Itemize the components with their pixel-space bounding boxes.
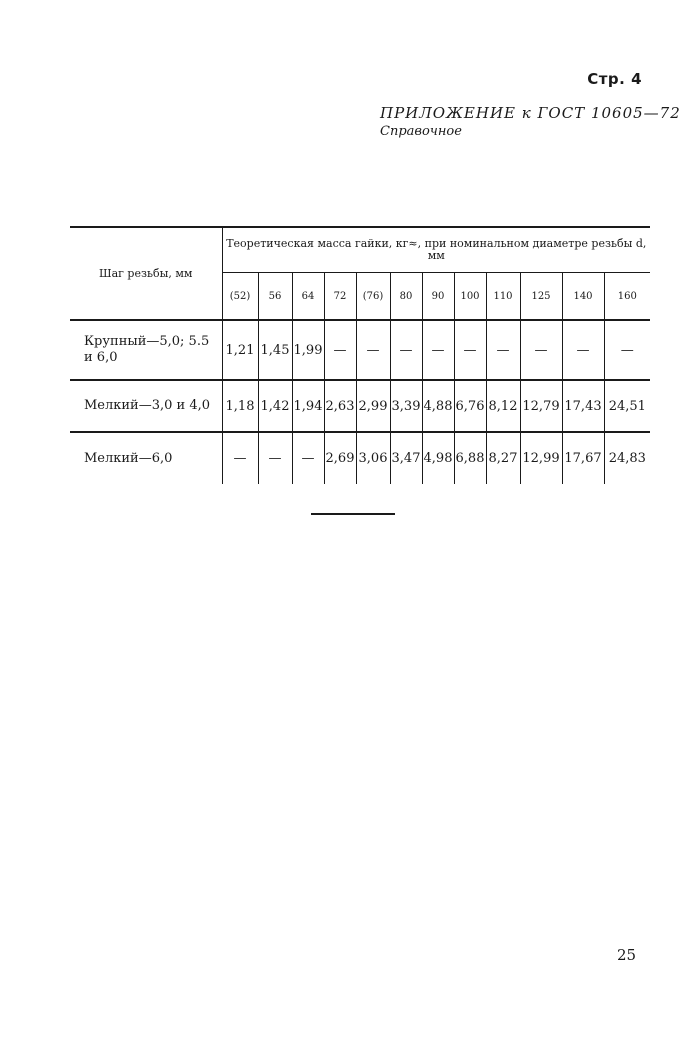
row-header: Шаг резьбы, мм <box>70 227 222 320</box>
diameter-header: 56 <box>258 273 292 321</box>
diameter-header: (52) <box>222 273 258 321</box>
table-cell: 17,67 <box>562 432 604 484</box>
diameter-header: 80 <box>390 273 422 321</box>
table-cell: 8,12 <box>486 380 520 432</box>
table-row <box>70 432 650 484</box>
table-cell: — <box>356 320 390 380</box>
table-cell: 4,88 <box>422 380 454 432</box>
table-cell: 2,63 <box>324 380 356 432</box>
table-row <box>70 320 650 380</box>
table-cell: — <box>324 320 356 380</box>
table-cell: 2,69 <box>324 432 356 484</box>
table-cell: 2,99 <box>356 380 390 432</box>
diameter-header: (76) <box>356 273 390 321</box>
table-cell: — <box>562 320 604 380</box>
table-cell: 4,98 <box>422 432 454 484</box>
diameter-header: 160 <box>617 290 637 302</box>
table-cell: 12,79 <box>520 380 562 432</box>
diameter-header: 140 <box>562 273 604 321</box>
table-cell: 1,99 <box>292 320 324 380</box>
table-cell: 3,47 <box>390 432 422 484</box>
mass-table <box>70 226 650 484</box>
table-cell: 8,27 <box>486 432 520 484</box>
table-cell: — <box>222 432 258 484</box>
row-label: Мелкий—6,0 <box>70 432 222 484</box>
end-divider <box>311 513 395 515</box>
table-cell: 6,76 <box>454 380 486 432</box>
table-cell: 12,99 <box>520 432 562 484</box>
table-cell: 1,18 <box>222 380 258 432</box>
table-cell: 24,83 <box>604 432 650 484</box>
table-cell: — <box>422 320 454 380</box>
table-cell: — <box>292 432 324 484</box>
table-cell: — <box>454 320 486 380</box>
table-cell: 24,51 <box>604 380 650 432</box>
diameter-header: 72 <box>324 273 356 321</box>
table-cell: 3,39 <box>390 380 422 432</box>
table-cell: — <box>486 320 520 380</box>
table-cell: — <box>520 320 562 380</box>
appendix-subtitle: Справочное <box>380 124 462 139</box>
table-cell: 6,88 <box>454 432 486 484</box>
table-cell: 3,06 <box>356 432 390 484</box>
diameter-header: 110 <box>486 273 520 321</box>
diameter-header: 64 <box>292 273 324 321</box>
diameter-header: 125 <box>520 273 562 321</box>
diameter-header: 90 <box>422 273 454 321</box>
page-label: Стр. 4 <box>587 70 642 88</box>
table-cell: 1,42 <box>258 380 292 432</box>
table-cell: 1,21 <box>222 320 258 380</box>
row-label: Крупный—5,0; 5.5 и 6,0 <box>70 320 222 380</box>
mass-header: Теоретическая масса гайки, кг≈, при номинальном диаметре резьбы d, мм <box>222 227 650 273</box>
table-cell: 1,45 <box>258 320 292 380</box>
appendix-title: ПРИЛОЖЕНИЕ к ГОСТ 10605—72 <box>380 104 681 122</box>
table-row <box>70 380 650 432</box>
diameter-header: 100 <box>454 273 486 321</box>
row-label: Мелкий—3,0 и 4,0 <box>70 380 222 432</box>
table-cell: — <box>258 432 292 484</box>
page-number: 25 <box>617 946 637 964</box>
table-cell: 17,43 <box>562 380 604 432</box>
table-cell: — <box>604 320 650 380</box>
table-cell: 1,94 <box>292 380 324 432</box>
table-cell: — <box>390 320 422 380</box>
